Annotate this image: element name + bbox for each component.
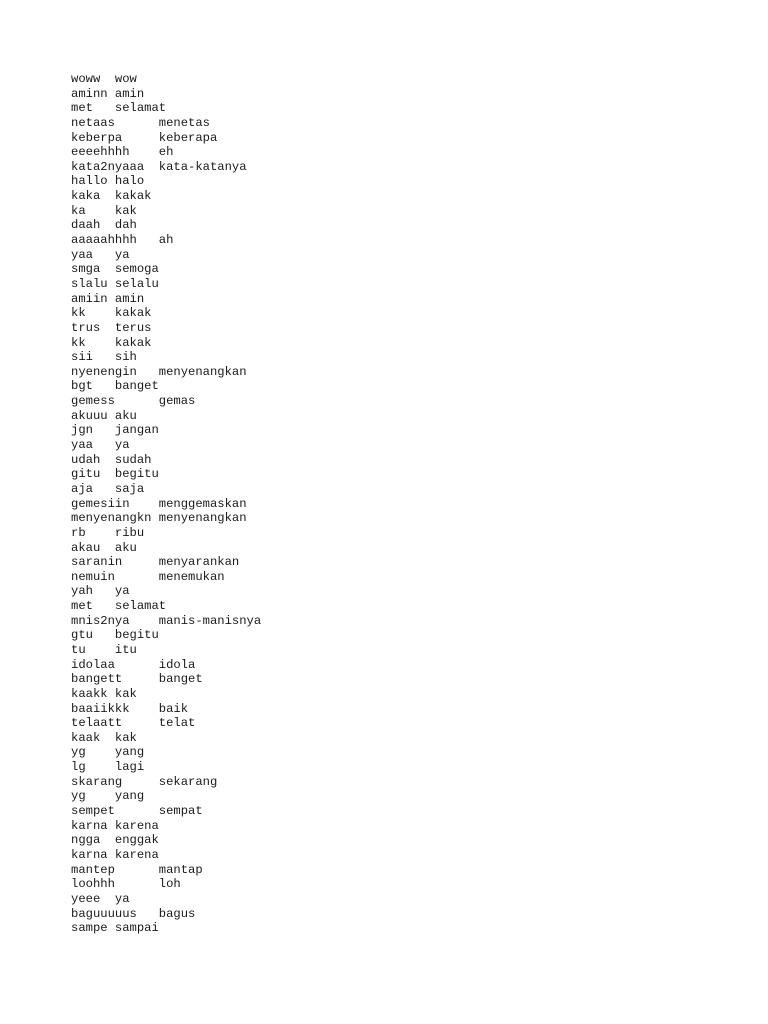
word-pair-row: trus terus: [71, 320, 152, 335]
word-pair-row: saranin menyarankan: [71, 555, 240, 570]
word-pair-row: menyenangkn menyenangkan: [71, 511, 247, 526]
word-pair-row: mantep mantap: [71, 862, 203, 877]
word-pair-row: keberpa keberapa: [71, 130, 218, 145]
word-pair-row: sampe sampai: [71, 921, 159, 936]
word-pair-row: yg yang: [71, 745, 145, 760]
word-pair-row: met selamat: [71, 101, 167, 116]
word-pair-row: loohhh loh: [71, 877, 181, 892]
word-pair-row: sempet sempat: [71, 804, 203, 819]
word-pair-row: kk kakak: [71, 335, 152, 350]
word-pair-row: aja saja: [71, 481, 145, 496]
word-pair-row: netaas menetas: [71, 115, 210, 130]
word-pair-row: nemuin menemukan: [71, 569, 225, 584]
word-pair-row: idolaa idola: [71, 657, 196, 672]
word-pair-row: bgt banget: [71, 379, 159, 394]
word-pair-row: nyenengin menyenangkan: [71, 364, 247, 379]
word-pair-row: ka kak: [71, 203, 137, 218]
word-pair-row: karna karena: [71, 847, 159, 862]
word-pair-row: aaaaahhhh ah: [71, 233, 174, 248]
word-pair-row: gitu begitu: [71, 467, 159, 482]
word-pair-row: lg lagi: [71, 760, 145, 775]
word-pair-row: gemesiin menggemaskan: [71, 496, 247, 511]
word-pair-row: baaiikkk baik: [71, 701, 189, 716]
word-pair-row: kaakk kak: [71, 686, 137, 701]
word-pair-row: kata2nyaaa kata-katanya: [71, 159, 247, 174]
word-pair-row: jgn jangan: [71, 423, 159, 438]
word-pair-row: ngga enggak: [71, 833, 159, 848]
word-pair-row: akau aku: [71, 540, 137, 555]
word-pair-row: sii sih: [71, 350, 137, 365]
word-pair-row: yah ya: [71, 584, 130, 599]
word-pair-row: kaak kak: [71, 730, 137, 745]
word-pair-row: karna karena: [71, 818, 159, 833]
word-pair-row: baguuuuus bagus: [71, 906, 196, 921]
word-list: [71, 72, 261, 936]
word-pair-row: eeeehhhh eh: [71, 145, 174, 160]
word-pair-row: bangett banget: [71, 672, 203, 687]
word-pair-row: smga semoga: [71, 262, 159, 277]
word-pair-row: yaa ya: [71, 247, 130, 262]
word-pair-row: woww wow: [71, 72, 137, 86]
word-pair-row: yg yang: [71, 789, 145, 804]
word-pair-row: met selamat: [71, 599, 167, 614]
word-pair-row: hallo halo: [71, 174, 145, 189]
word-pair-row: rb ribu: [71, 525, 145, 540]
word-pair-row: daah dah: [71, 218, 137, 233]
word-pair-row: gemess gemas: [71, 394, 196, 409]
word-pair-row: slalu selalu: [71, 276, 159, 291]
word-pair-row: yeee ya: [71, 891, 130, 906]
word-pair-row: gtu begitu: [71, 628, 159, 643]
word-pair-row: aminn amin: [71, 86, 145, 101]
word-pair-row: akuuu aku: [71, 408, 137, 423]
word-pair-row: yaa ya: [71, 438, 130, 453]
word-pair-row: kk kakak: [71, 306, 152, 321]
word-pair-row: telaatt telat: [71, 716, 196, 731]
word-pair-row: tu itu: [71, 642, 137, 657]
word-pair-row: mnis2nya manis-manisnya: [71, 613, 262, 628]
word-pair-row: udah sudah: [71, 452, 152, 467]
word-pair-row: amiin amin: [71, 291, 145, 306]
word-pair-row: kaka kakak: [71, 189, 152, 204]
word-pair-row: skarang sekarang: [71, 774, 218, 789]
